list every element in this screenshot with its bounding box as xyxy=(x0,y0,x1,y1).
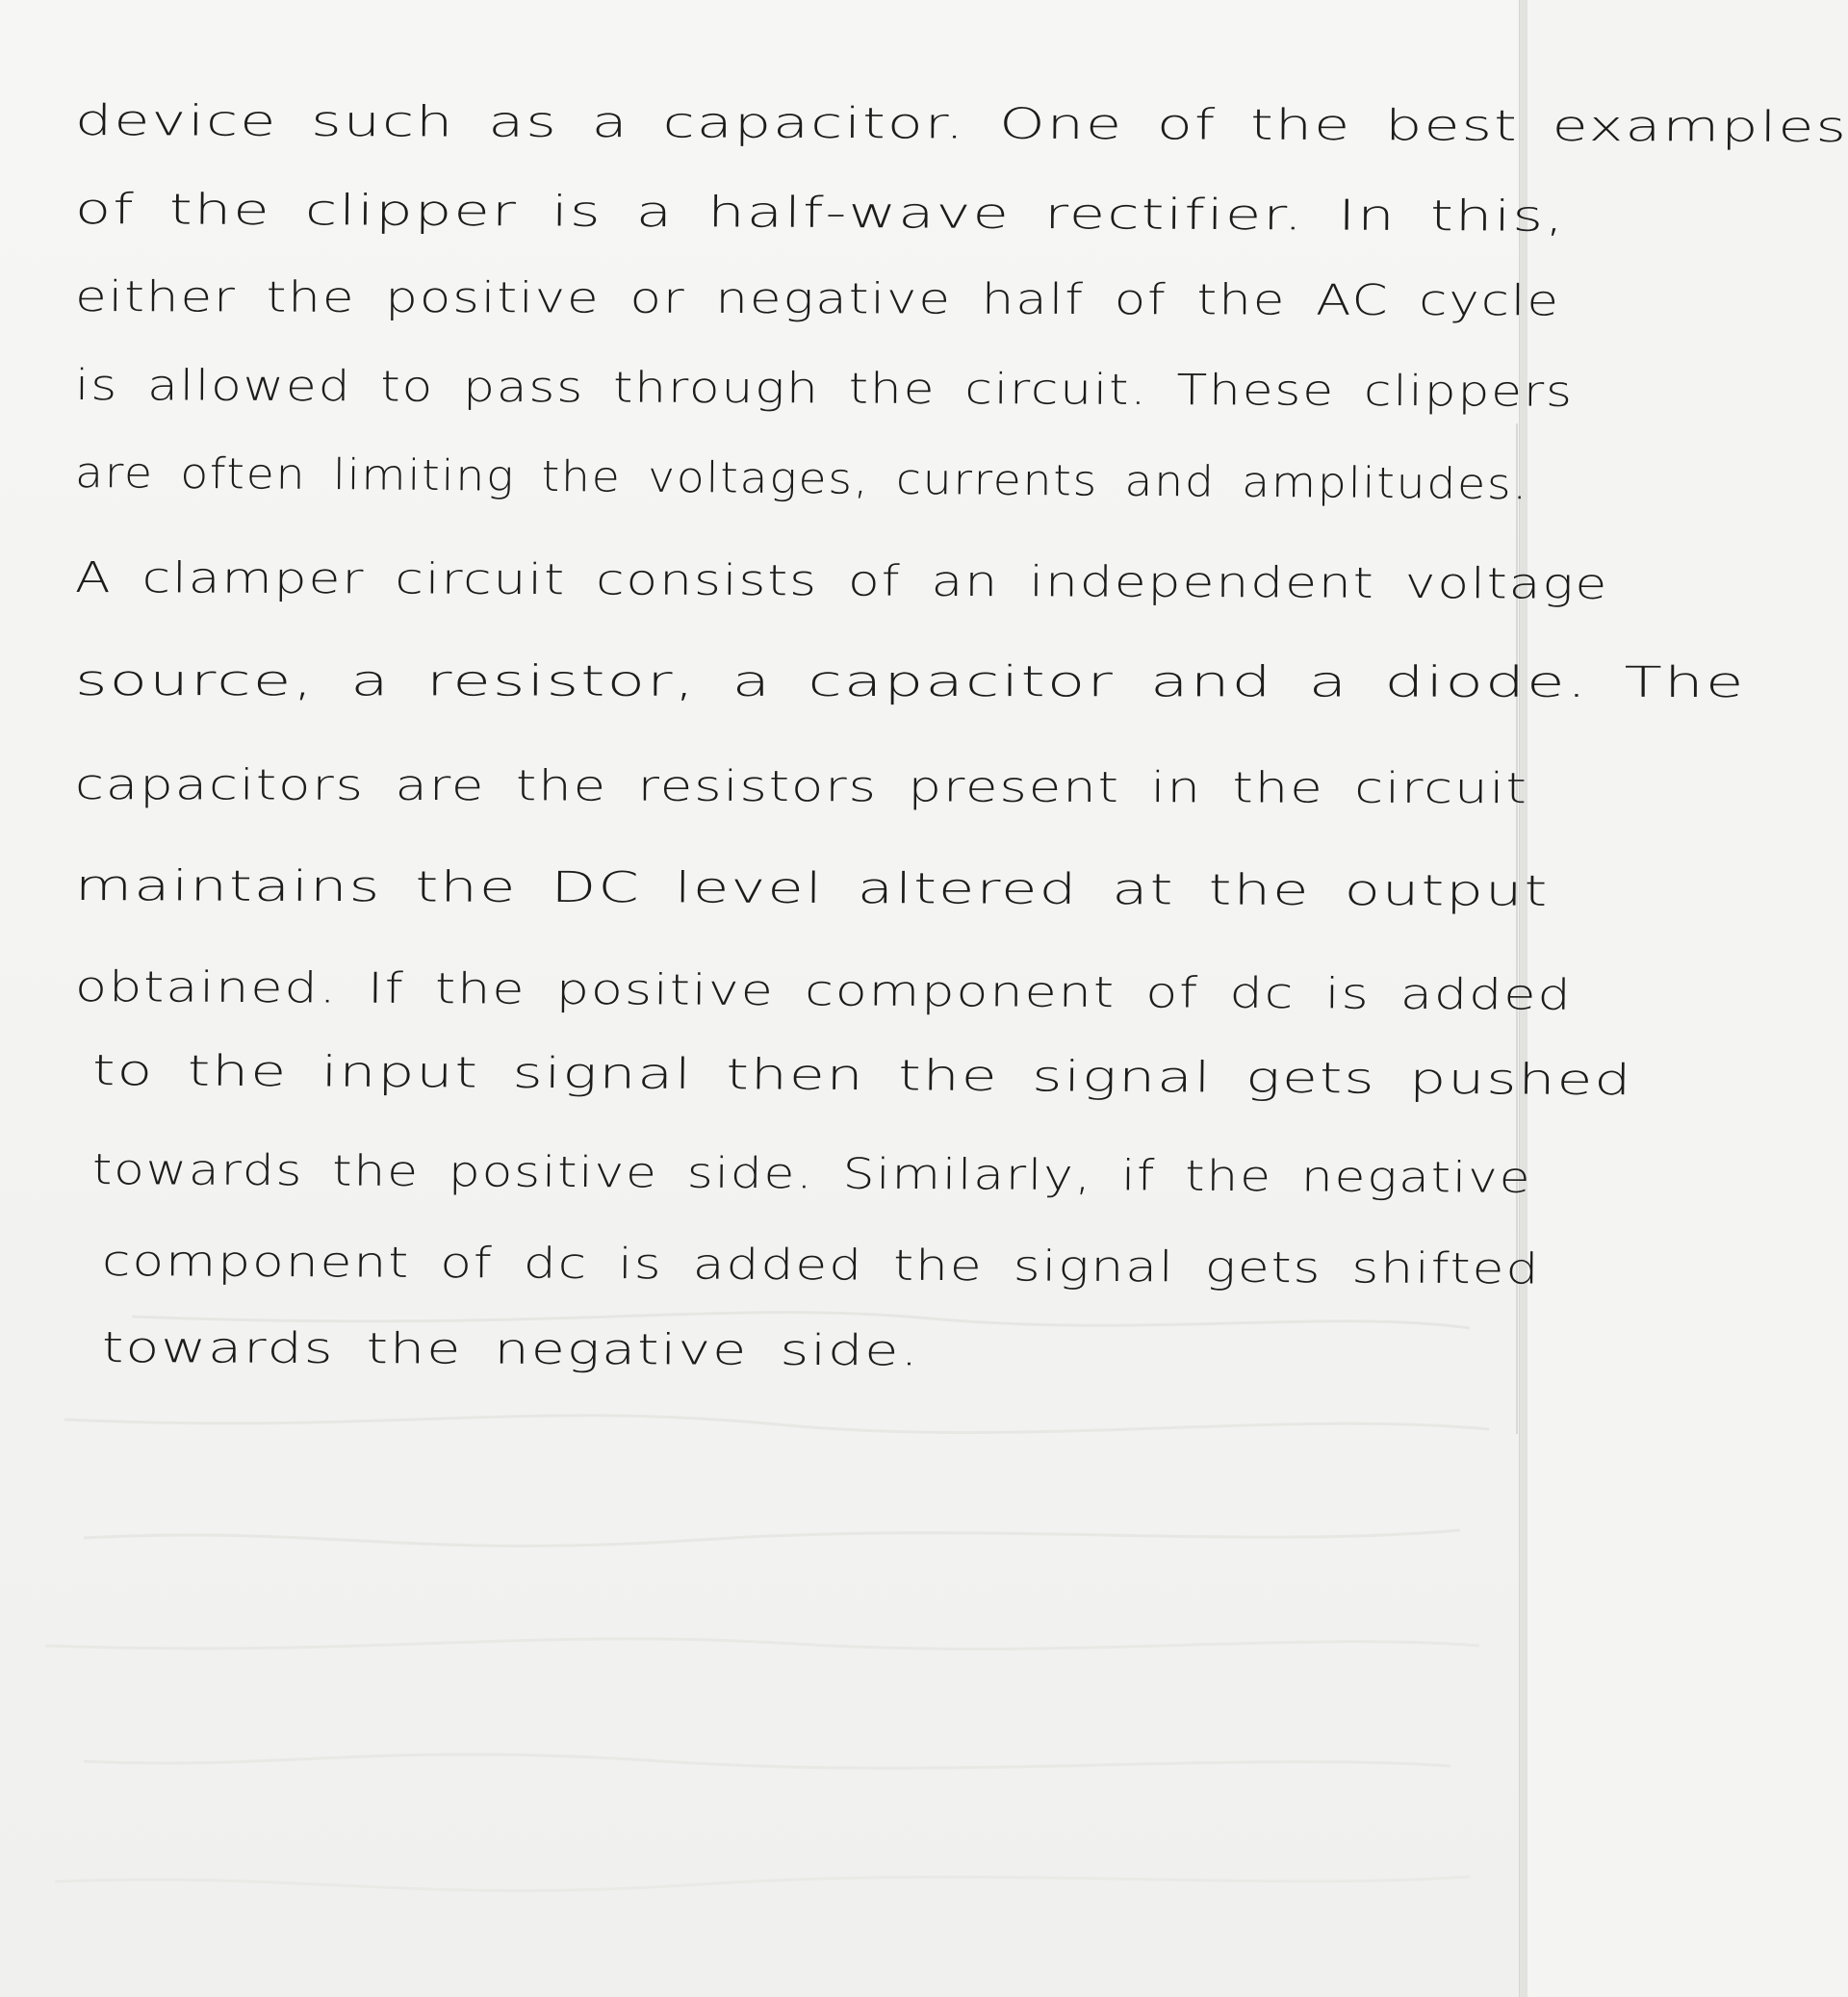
text-line-6: A clamper circuit consists of an independent voltage xyxy=(74,553,1609,609)
text-line-4: is allowed to pass through the circuit. These clippers xyxy=(74,361,1574,417)
bleed-through-shade-6 xyxy=(0,1848,1527,1906)
text-line-11: to the input signal then the signal gets pushed xyxy=(91,1046,1633,1106)
bleed-through-strokes-4 xyxy=(0,1617,1527,1675)
text-line-1: device such as a capacitor. One of the best examples xyxy=(74,96,1848,153)
bleed-through-strokes-5 xyxy=(0,1732,1527,1790)
text-line-9: maintains the DC level altered at the output xyxy=(74,861,1550,916)
text-line-13: component of dc is added the signal gets shifted xyxy=(101,1237,1541,1294)
text-line-3: either the positive or negative half of the AC cycle xyxy=(74,272,1561,326)
bleed-through-strokes-3 xyxy=(0,1501,1527,1559)
bleed-through-shade-3 xyxy=(0,1501,1527,1559)
text-line-5: are often limiting the voltages, currents and amplitudes. xyxy=(74,448,1529,510)
bleed-through-strokes-6 xyxy=(0,1848,1527,1906)
bleed-through-strokes-2 xyxy=(0,1395,1527,1453)
bleed-through-shade-5 xyxy=(0,1732,1527,1790)
text-line-12: towards the positive side. Similarly, if the negative xyxy=(91,1145,1532,1203)
text-line-14: towards the negative side. xyxy=(101,1323,920,1376)
text-line-7: source, a resistor, a capacitor and a diode. The xyxy=(74,656,1746,708)
text-line-2: of the clipper is a half-wave rectifier. In this, xyxy=(74,185,1566,242)
text-line-10: obtained. If the positive component of dc is added xyxy=(74,962,1573,1020)
bleed-through-shade-4 xyxy=(0,1617,1527,1675)
bleed-through-shade-2 xyxy=(0,1395,1527,1453)
text-line-8: capacitors are the resistors present in the circuit xyxy=(74,760,1528,814)
